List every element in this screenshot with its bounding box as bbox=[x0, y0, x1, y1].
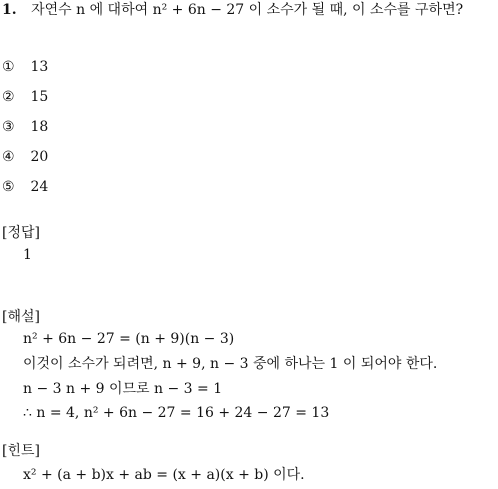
choice-1[interactable] bbox=[2, 58, 48, 76]
explanation-heading: [해설] bbox=[2, 309, 40, 325]
explanation-line-2: 이것이 소수가 되려면, n + 9, n − 3 중에 하나는 1 이 되어야 한다. bbox=[23, 356, 438, 372]
choice-5-value: 24 bbox=[30, 179, 49, 195]
choice-2[interactable] bbox=[2, 88, 48, 106]
question-number: 1. bbox=[2, 2, 17, 18]
choice-2-mark: ② bbox=[2, 89, 15, 105]
choice-4[interactable] bbox=[2, 148, 48, 166]
choice-1-value: 13 bbox=[30, 59, 49, 75]
question bbox=[2, 1, 463, 19]
choice-3-mark: ③ bbox=[2, 119, 15, 135]
explanation-line-4: ∴ n = 4, n² + 6n − 27 = 16 + 24 − 27 = 13 bbox=[23, 405, 330, 421]
choice-2-value: 15 bbox=[30, 89, 49, 105]
choice-3[interactable] bbox=[2, 118, 48, 136]
question-text: 자연수 n 에 대하여 n² + 6n − 27 이 소수가 될 때, 이 소수를 구하면? bbox=[31, 2, 464, 18]
choice-5-mark: ⑤ bbox=[2, 179, 15, 195]
choice-5[interactable] bbox=[2, 178, 48, 196]
explanation-line-1: n² + 6n − 27 = (n + 9)(n − 3) bbox=[23, 331, 235, 347]
answer-heading: [정답] bbox=[2, 225, 40, 241]
choice-1-mark: ① bbox=[2, 59, 15, 75]
answer-value: 1 bbox=[23, 247, 32, 263]
hint-heading: [힌트] bbox=[2, 443, 40, 459]
choice-4-value: 20 bbox=[30, 149, 49, 165]
choice-4-mark: ④ bbox=[2, 149, 15, 165]
hint-line-1: x² + (a + b)x + ab = (x + a)(x + b) 이다. bbox=[23, 467, 305, 483]
explanation-line-3: n − 3 n + 9 이므로 n − 3 = 1 bbox=[23, 381, 223, 397]
choice-3-value: 18 bbox=[30, 119, 49, 135]
